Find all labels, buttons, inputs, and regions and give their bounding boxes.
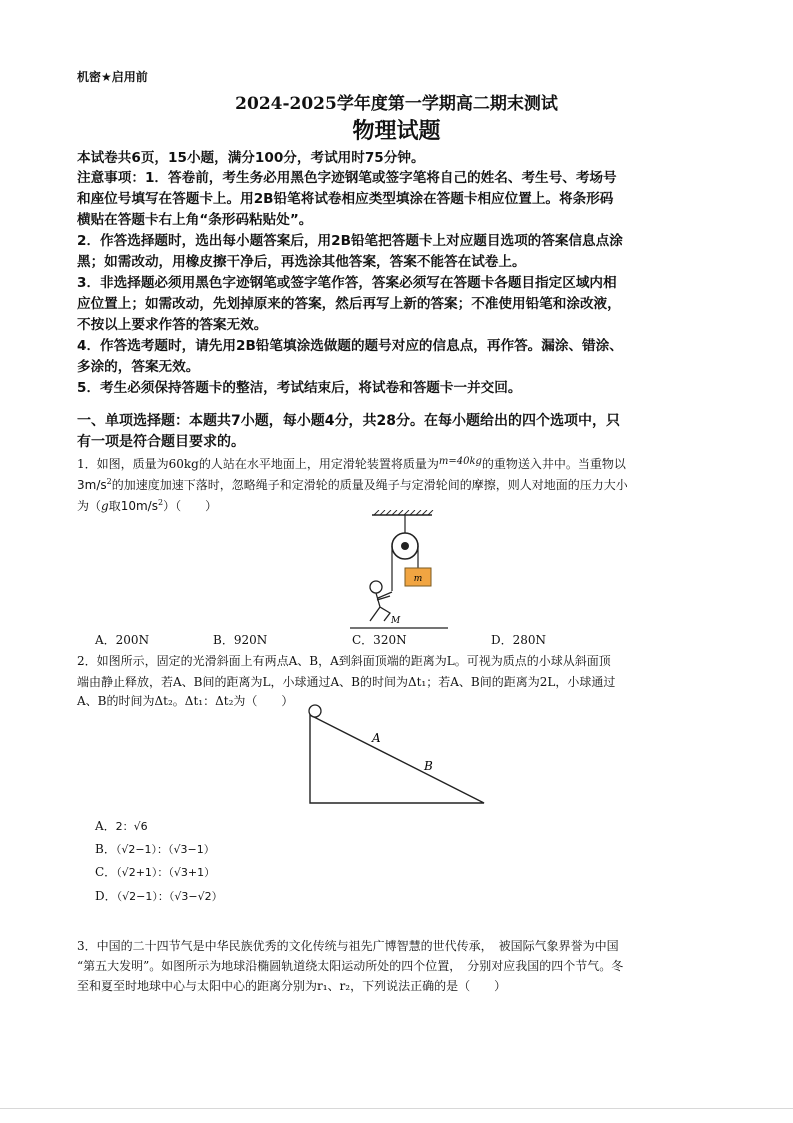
q1-option-c[interactable]: C．320N	[352, 633, 407, 647]
instruction-line: 多涂的，答案无效。	[77, 359, 200, 375]
section-heading: 有一项是符合题目要求的。	[77, 434, 245, 450]
q2-option-b[interactable]: B．（√2−1）：（√3−1）	[95, 842, 215, 856]
instruction-line: 黑；如需改动，用橡皮擦干净后，再选涂其他答案，答案不能答在试卷上。	[77, 254, 526, 270]
q2-option-c[interactable]: C．（√2+1）：（√3+1）	[95, 865, 216, 879]
person-body	[370, 592, 392, 621]
q1-option-a[interactable]: A．200N	[95, 633, 150, 647]
instruction-line: 不按以上要求作答的答案无效。	[77, 317, 268, 333]
instruction-line: 5．考生必须保持答题卡的整洁，考试结束后，将试卷和答题卡一并交回。	[77, 380, 522, 396]
question-1-line-2: $3m/s^2$的加速度加速下落时，忽略绳子和定滑轮的质量及绳子与定滑轮间的摩擦，则人对地面的压力大小	[77, 477, 628, 492]
point-a-label: A	[372, 731, 381, 745]
exam-summary: 本试卷共6页，15小题，满分100分，考试用时75分钟。	[77, 150, 425, 166]
incline-figure	[300, 700, 490, 808]
q2-option-d[interactable]: D．（√2−1）：（√3−√2）	[95, 889, 223, 903]
question-3-line-1: 3．中国的二十四节气是中华民族优秀的文化传统与祖先广博智慧的世代传承， 被国际气象界誉为中国	[77, 939, 619, 953]
instruction-line: 应位置上；如需改动，先划掉原来的答案，然后再写上新的答案；不准使用铅笔和涂改液，	[77, 296, 621, 312]
instruction-line: 和座位号填写在答题卡上。用2B铅笔将试卷相应类型填涂在答题卡相应位置上。将条形码	[77, 191, 614, 207]
q1-option-b[interactable]: B．920N	[213, 633, 268, 647]
question-1-line-1: 1．如图，质量为60kg的人站在水平地面上，用定滑轮装置将质量为$^{m=40kg}$的重物送入井中。当重物以	[77, 456, 626, 471]
subject-title: 物理试题	[352, 118, 441, 144]
instruction-line: 4．作答选考题时，请先用2B铅笔填涂选做题的题号对应的信息点，再作答。漏涂、错涂、	[77, 338, 623, 354]
q2-option-a[interactable]: A．2：√6	[95, 819, 148, 833]
instruction-line: 2．作答选择题时，选出每小题答案后，用2B铅笔把答题卡上对应题目选项的答案信息点涂	[77, 233, 623, 249]
question-2-line-1: 2．如图所示，固定的光滑斜面上有两点A、B，A到斜面顶端的距离为L。可视为质点的小球从斜面顶	[77, 654, 611, 668]
exam-title: 2024-2025学年度第一学期高二期末测试	[235, 94, 558, 114]
person-head	[370, 581, 382, 593]
q1-option-d[interactable]: D．280N	[491, 633, 547, 647]
mass-value: m=40kg	[438, 456, 482, 467]
section-heading: 一、单项选择题：本题共7小题，每小题4分，共28分。在每小题给出的四个选项中，只	[77, 413, 620, 429]
question-3-line-2: “第五大发明”。如图所示为地球沿椭圆轨道绕太阳运动所处的四个位置， 分别对应我国的四个节气。冬	[77, 959, 624, 973]
question-3-line-3: 至和夏至时地球中心与太阳中心的距离分别为r₁、r₂，下列说法正确的是（ ）	[77, 979, 507, 993]
question-1-line-3: 为（g取$10m/s^2$）（ ）	[77, 498, 218, 513]
person-label: M	[391, 616, 401, 626]
page-bottom-divider	[0, 1108, 793, 1109]
instruction-line: 3．非选择题必须用黑色字迹钢笔或签字笔作答，答案必须写在答题卡各题目指定区域内相	[77, 275, 617, 291]
confidential-label: 机密★启用前	[77, 70, 148, 84]
instruction-line: 横贴在答题卡右上角“条形码粘贴处”。	[77, 212, 313, 228]
incline-triangle	[310, 715, 484, 803]
weight-label: m	[413, 574, 423, 584]
question-2-line-3: A、B的时间为Δt₂。Δt₁：Δt₂为（ ）	[77, 694, 294, 708]
ball	[309, 705, 321, 717]
point-b-label: B	[424, 759, 433, 773]
pulley-figure	[350, 510, 450, 634]
instruction-line: 注意事项：1．答卷前，考生务必用黑色字迹钢笔或签字笔将自己的姓名、考生号、考场号	[77, 170, 617, 186]
question-2-line-2: 端由静止释放，若A、B间的距离为L，小球通过A、B的时间为Δt₁；若A、B间的距离为2L，小球通过	[77, 675, 616, 689]
